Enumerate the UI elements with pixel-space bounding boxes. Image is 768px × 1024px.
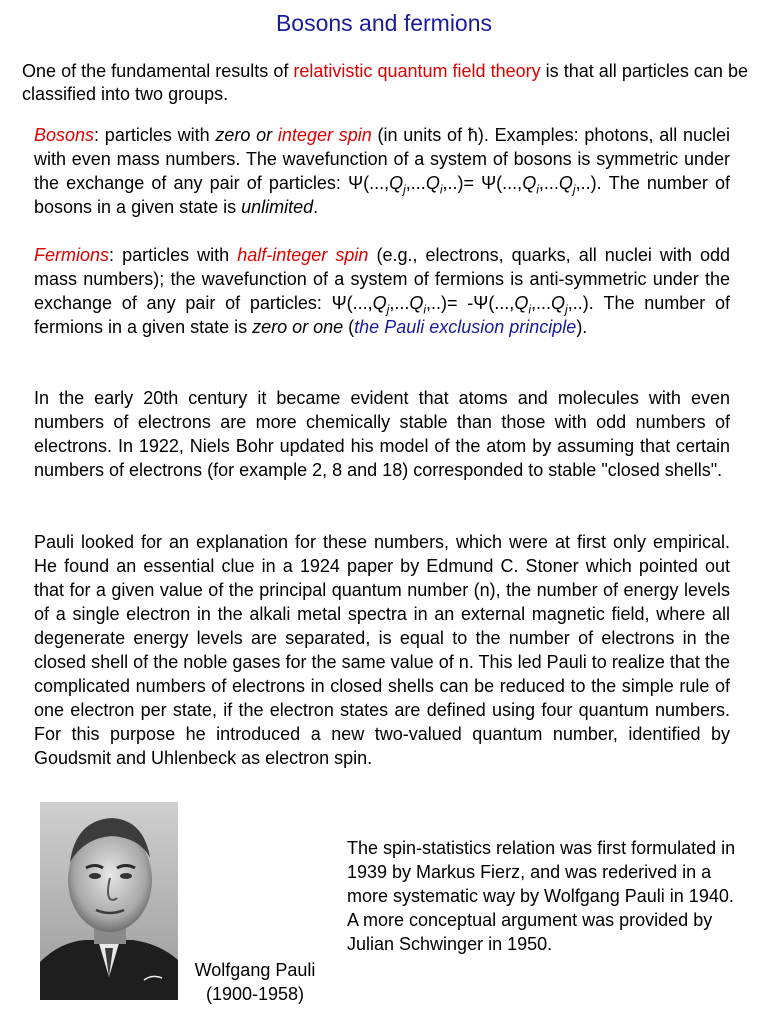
- bosons-text: : particles with: [94, 125, 216, 145]
- fermions-qi2: Q: [514, 293, 529, 313]
- bosons-qj2-sub: j: [572, 182, 576, 197]
- fermions-paren: (: [343, 317, 355, 337]
- bosons-qi: Q: [425, 173, 440, 193]
- bosons-unlimited: unlimited: [241, 197, 314, 217]
- fermions-text-2: (e.g., electrons, quarks, all nuclei with odd mass numbers); the wavefunction of a system of fermions is anti-symmetric under the exchange of any pair of particles: Ψ(...,: [34, 245, 730, 313]
- bosons-qi2: Q: [522, 173, 537, 193]
- bosons-term: Bosons: [34, 125, 95, 145]
- page-title: Bosons and fermions: [275, 10, 493, 36]
- portrait-caption: [180, 958, 330, 1006]
- pauli-portrait: [40, 802, 178, 1000]
- bosons-qj2: Q: [558, 173, 573, 193]
- pauli-paragraph: Pauli looked for an explanation for these numbers, which were at first only empirical. He found an essential clue in a 1924 paper by Edmund C. Stoner which pointed out that for a given value of the principal quantum number (n), the number of energy levels of a single electron in the alkali metal spectra in an external magnetic field, where all degenerate energy levels are separated, is equal to the number of electrons in the closed shell of the noble gases for the same value of n. This led Pauli to realize that the complicated numbers of electrons in closed shells can be reduced to the simple rule of one electron per state, if the electron states are defined using four quantum numbers. For this purpose he introduced a new two-valued quantum number, identified by Goudsmit and Uhlenbeck as electron spin.: [34, 532, 730, 768]
- bosons-integer-spin: integer spin: [277, 125, 372, 145]
- pauli-exclusion-principle: the Pauli exclusion principle: [354, 317, 577, 337]
- fermions-dots-2: ,...: [531, 293, 552, 313]
- fermions-qj: Q: [372, 293, 387, 313]
- fermions-qi2-sub: i: [528, 302, 531, 317]
- intro-text-before: One of the fundamental results of: [22, 61, 294, 81]
- intro-text-after: is that all particles can be classified into two groups.: [22, 61, 748, 104]
- fermions-end: ).: [576, 317, 588, 337]
- bosons-qj: Q: [389, 173, 404, 193]
- bosons-paragraph: [34, 123, 730, 219]
- pauli-portrait-drawing: [40, 802, 178, 1000]
- bosons-qi2-sub: i: [536, 182, 539, 197]
- bosons-qi-sub: i: [439, 182, 443, 197]
- fermions-zero-or-one: zero or one: [252, 317, 344, 337]
- fermions-half-integer-spin: half-integer spin: [237, 245, 369, 265]
- caption-name: Wolfgang Pauli: [194, 960, 316, 980]
- bosons-dots-2: ,...: [538, 173, 559, 193]
- caption-years: (1900-1958): [205, 984, 305, 1004]
- bosons-qj-sub: j: [403, 182, 406, 197]
- bosons-end: .: [313, 197, 319, 217]
- bosons-close: ,..)= Ψ(...,: [442, 173, 523, 193]
- spin-statistics-note: The spin-statistics relation was first formulated in 1939 by Markus Fierz, and was rederived in a more systematic way by Wolfgang Pauli in 1940. A more conceptual argument was provided by Julian Schwinger in 1950.: [347, 838, 736, 954]
- fermions-qi: Q: [409, 293, 424, 313]
- fermions-close: ,..)= -Ψ(...,: [426, 293, 515, 313]
- bosons-dots: ,...: [405, 173, 426, 193]
- fermions-qj2: Q: [551, 293, 566, 313]
- history-paragraph: In the early 20th century it became evident that atoms and molecules with even numbers of electrons are more chemically stable than those with odd numbers of electrons. In 1922, Niels Bohr updated his model of the atom by assuming that certain numbers of electrons (for example 2, 8 and 18) corresponded to stable "closed shells".: [34, 388, 730, 480]
- fermions-qj2-sub: j: [565, 302, 568, 317]
- fermions-qj-sub: j: [386, 302, 390, 317]
- fermions-term: Fermions: [34, 245, 110, 265]
- bosons-text-3: ,..). The number of bosons in a given state is: [34, 173, 731, 217]
- fermions-dots: ,...: [389, 293, 410, 313]
- bosons-text-2: (in units of ħ). Examples: photons, all nuclei with even mass numbers. The wavefunction of a system of bosons is symmetric under the exchange of any pair of particles: Ψ(...,: [34, 125, 730, 193]
- intro-highlight: relativistic quantum field theory: [293, 61, 541, 81]
- intro-paragraph: [22, 60, 748, 106]
- fermions-qi-sub: i: [423, 302, 427, 317]
- fermions-text: : particles with: [109, 245, 238, 265]
- fermions-text-3: ,..). The number of fermions in a given state is: [34, 293, 730, 337]
- fermions-paragraph: [34, 243, 730, 339]
- bosons-zero-or: zero or: [215, 125, 278, 145]
